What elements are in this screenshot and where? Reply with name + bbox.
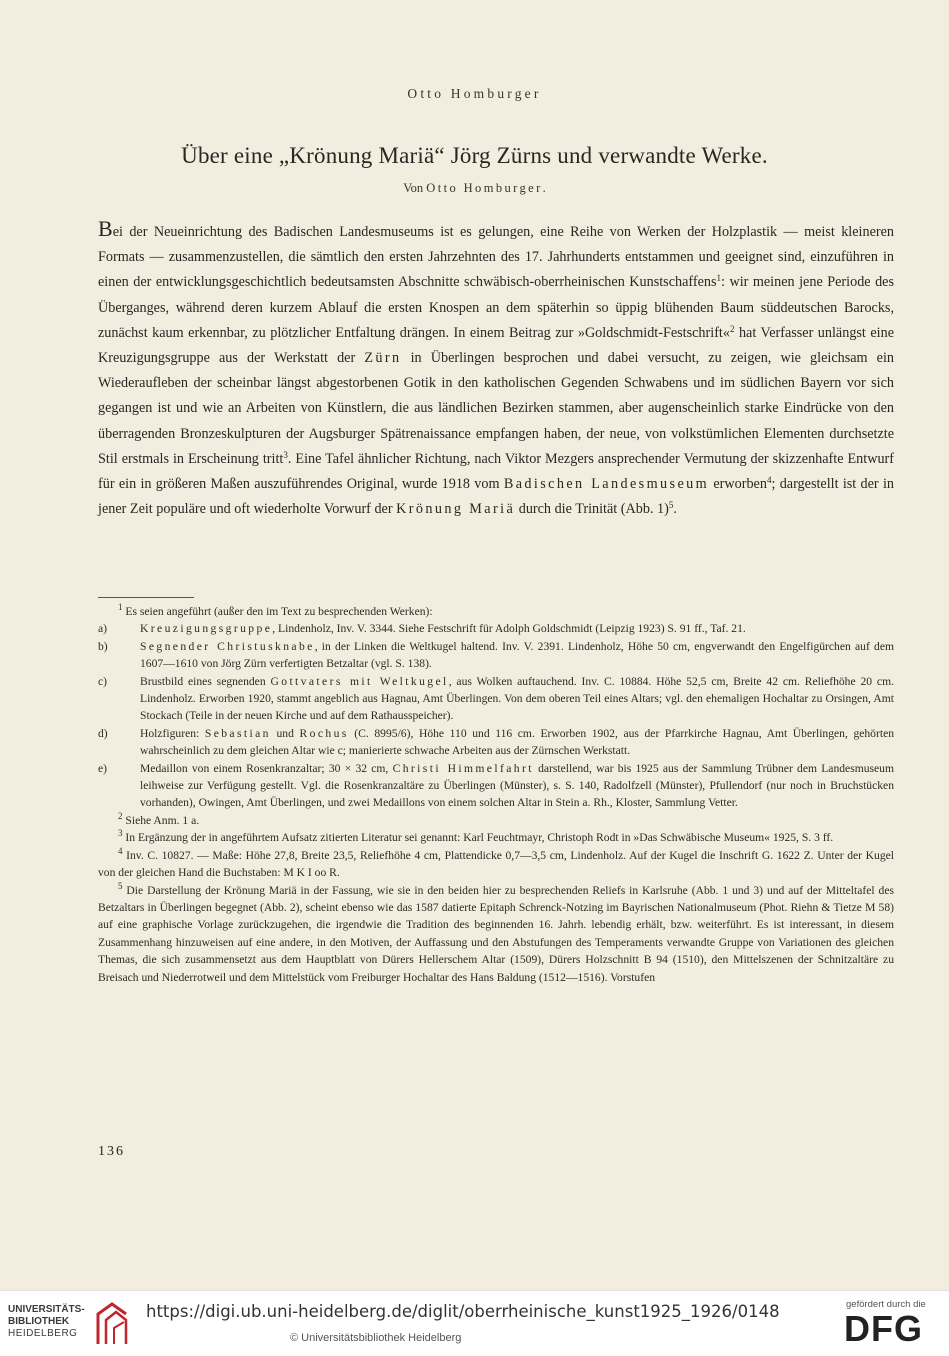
footnote-item-d (98, 725, 894, 760)
emphasis-text: Segnender Christusknabe (140, 639, 315, 653)
footnote-number: 5 (118, 880, 123, 891)
footnote-rule (98, 597, 194, 598)
footnote-item-c (98, 673, 894, 725)
library-name-line: UNIVERSITÄTS- (8, 1304, 85, 1315)
footnote-text: Medaillon von einem Rosenkranzaltar; 30 × 32 cm, (140, 761, 393, 775)
body-segment: ; dargestellt ist der in jener Zeit populäre und oft wiederholte Vorwurf der (98, 476, 894, 518)
emphasis-text: Gottvaters mit Weltkugel (270, 674, 449, 688)
footnote-number: 2 (118, 810, 123, 821)
footnote-2 (98, 812, 894, 829)
footnote-number: 4 (118, 845, 123, 856)
footnote-number: 1 (118, 602, 123, 612)
item-label: e) (98, 761, 108, 775)
body-segment: : wir meinen jene Periode des Überganges, während deren kurzem Ablauf die ersten Knospen an dem späterhin so üppig blühenden Baum süddeutschen Barocks, zunächst kaum erkennbar, zu plötzlicher Entfaltung drängen. In einem Beitrag zur »Goldschmidt-Festschrift« (98, 274, 894, 341)
footnote-text: Es seien angeführt (außer den im Text zu besprechenden Werken): (125, 605, 433, 618)
page-number: 136 (98, 1144, 125, 1159)
body-segment: . (673, 501, 677, 518)
footnote-ref-4[interactable]: 4 (766, 475, 772, 486)
footnote-text: (C. 8995/6), Höhe 110 und 116 cm. Erworben 1902, aus der Pfarrkirche Hagnau, Amt Überlingen, gehörten wahrscheinlich zu dem gleichen Altar wie c; manierierte schwache Arbeiten aus der Zürnschen Werkstatt. (140, 726, 895, 758)
library-logo-icon (94, 1300, 134, 1346)
footnote-number: 3 (118, 828, 123, 839)
footnote-text: und (270, 726, 300, 740)
footnote-ref-5[interactable]: 5 (668, 500, 674, 511)
byline-prefix: Von (403, 181, 427, 195)
footnote-text: Die Darstellung der Krönung Mariä in der Fassung, wie sie in den beiden hier zu besprechenden Reliefs in Karlsruhe (Abb. 1 und 3) und auf der Mitteltafel des Betzaltars in Überlingen begegnet (Abb. 2), scheint ebenso wie das 1587 datierte Epitaph Schrenck-Notzing im Bayrischen Nationalmuseum (Phot. Riehn & Tietze M 58) auf eine graphische Vorlage zurückzugehen, die irgendwie die Tradition des beginnenden 16. Jahrh. lebendig erhält, bzw. weiterführt. Es ist interessant, in diesem Zusammenhang hinzuweisen auf eine andere, in den Motiven, der Auffassung und den Abstufungen des Temperaments verwandte Gruppe von Variationen des gleichen Themas, die sich zusammensetzt aus dem Hauptblatt von Dürers Hellerschem Altar (1509), Dürers Holzschnitt B 94 (1510), den Mittelszenen der Schnitzaltäre zu Breisach und Niederrotweil und dem Mittelstück vom Freiburger Hochaltar des Hans Baldung (1512—1516). Vorstufen (98, 883, 894, 984)
footnote-ref-2[interactable]: 2 (729, 323, 735, 334)
footnote-5 (98, 882, 894, 986)
item-label: d) (98, 726, 108, 740)
library-name-line: BIBLIOTHEK (8, 1316, 70, 1327)
footnote-text: Brustbild eines segnenden (140, 674, 271, 688)
emphasis-text: Rochus (299, 726, 349, 740)
footnote-text: Holzfiguren: (140, 726, 205, 740)
footnote-item-e (98, 760, 894, 812)
body-text (98, 216, 894, 522)
body-segment: . Eine Tafel ähnlicher Richtung, nach Viktor Mezgers ansprechender Vermutung der skizzenhafte Entwurf für ein in größeren Maßen auszuführendes Original, wurde 1918 vom (98, 450, 894, 493)
article-title: Über eine „Krönung Mariä“ Jörg Zürns und verwandte Werke. (181, 143, 768, 168)
emphasis-text: Zürn (364, 350, 402, 367)
running-head: Otto Homburger (407, 86, 542, 101)
footnote-text: Siehe Anm. 1 a. (125, 813, 200, 827)
footnote-item-a (98, 620, 894, 637)
byline-author: Otto Homburger (426, 181, 543, 195)
footnote-text: , aus Wolken auftauchend. Inv. C. 10884. Höhe 52,5 cm, Breite 42 cm. Reliefhöhe 20 cm. Lindenholz. Erworben 1920, stammt angeblich aus Hagnau, Amt Überlingen. Von dem oberen Teil eines Altars; vgl. den ehemaligen Hochaltar zu Orsingen, Amt Stockach (Teile in der neuen Kirche und auf dem Rathausspeicher). (140, 674, 894, 723)
footnote-ref-3[interactable]: 3 (283, 449, 288, 460)
library-name-line: HEIDELBERG (8, 1328, 78, 1339)
copyright-notice: © Universitätsbibliothek Heidelberg (290, 1332, 462, 1344)
footnote-text: Inv. C. 10827. — Maße: Höhe 27,8, Breite 23,5, Reliefhöhe 4 cm, Plattendicke 0,7—3,5 cm, Lindenholz. Auf der Kugel die Inschrift G. 1622 Z. Unter der Kugel von der gleichen Hand die Buchstaben: M K I oo R. (98, 848, 894, 880)
footnote-ref-1[interactable]: 1 (716, 273, 721, 284)
emphasis-text: Badischen Landesmuseum (503, 476, 710, 493)
footnote-4 (98, 847, 894, 882)
byline (0, 181, 949, 196)
body-segment: ei der Neueinrichtung des Badischen Landesmuseums ist es gelungen, eine Reihe von Werken der Holzplastik — meist kleineren Formats — zusammenzustellen, die sämtlich den ersten Jahrzehnten des 17. Jahrhunderts entstammen und geeignet sind, einzuführen in einen der entwicklungsgeschichtlich bedeutsamsten Abschnitte schwäbisch-oberrheinischen Kunstschaffens (98, 224, 894, 291)
footnote-text: darstellend, war bis 1925 aus der Sammlung Trübner dem Landesmuseum leihweise zur Verfügung gestellt. Vgl. die Rosenkranzaltäre zu Überlingen (Münster), s. S. 140, Radolfzell (Münster), Pfullendorf (nur noch in Bruchstücken vorhanden), Owingen, Amt Überlingen, und zwei Medaillons von einem solchen Altar in Stein a. Rh., Kloster, Sammlung Vetter. (140, 761, 894, 810)
emphasis-text: Krönung Mariä (396, 501, 516, 518)
footnotes (98, 603, 894, 986)
emphasis-text: Christi Himmelfahrt (392, 761, 534, 775)
footnote-text: , Lindenholz, Inv. V. 3344. Siehe Festschrift für Adolph Goldschmidt (Leipzig 1923) S. 91 ff., Taf. 21. (272, 622, 746, 636)
emphasis-text: Sebastian (204, 726, 271, 740)
library-logo-text[interactable] (8, 1304, 85, 1340)
footnote-1 (98, 603, 894, 620)
item-label: b) (98, 639, 108, 653)
permalink-url[interactable]: https://digi.ub.uni-heidelberg.de/diglit/oberrheinische_kunst1925_1926/0148 (146, 1302, 780, 1321)
byline-suffix: . (542, 181, 546, 195)
body-segment: hat Verfasser unlängst eine Kreuzigungsgruppe aus der Werkstatt der (98, 324, 894, 367)
dfg-caption: gefördert durch die (846, 1299, 926, 1310)
item-label: a) (98, 622, 108, 636)
footnote-text: In Ergänzung der in angeführtem Aufsatz zitierten Literatur sei genannt: Karl Feuchtmayr, Christoph Rodt in »Das Schwäbische Museum« 1925, S. 3 ff. (125, 831, 834, 845)
footnote-3 (98, 829, 894, 846)
footnote-item-b (98, 638, 894, 673)
viewer-footer (0, 1290, 949, 1356)
body-segment: erworben (709, 476, 767, 493)
drop-cap: B (98, 216, 113, 241)
body-segment: in Überlingen besprochen und dabei versucht, zu zeigen, wie gleichsam ein Wiederaufleben der scheinbar längst abgestorbenen Gotik in den katholischen Gegenden Schwabens und im südlichen Bayern vor sich gegangen ist und wie an Arbeiten von Künstlern, die aus ländlichen Bezirken stammen, aber augenscheinlich starke Eindrücke von den überragenden Bronzeskulpturen der Augsburger Spätrenaissance empfangen haben, der neue, von volkstümlichen Elementen durchsetzte Stil erstmals in Erscheinung tritt (98, 350, 895, 467)
footnote-text: , in der Linken die Weltkugel haltend. Inv. V. 2391. Lindenholz, Höhe 50 cm, engverwandt den Engelfigürchen auf dem 1607—1610 von Jörg Zürn verfertigten Betzaltar (vgl. S. 138). (140, 639, 894, 671)
dfg-logo[interactable]: DFG (844, 1308, 923, 1349)
emphasis-text: Kreuzigungsgruppe (140, 622, 273, 636)
item-label: c) (98, 674, 108, 688)
body-segment: durch die Trinität (Abb. 1) (515, 501, 669, 518)
